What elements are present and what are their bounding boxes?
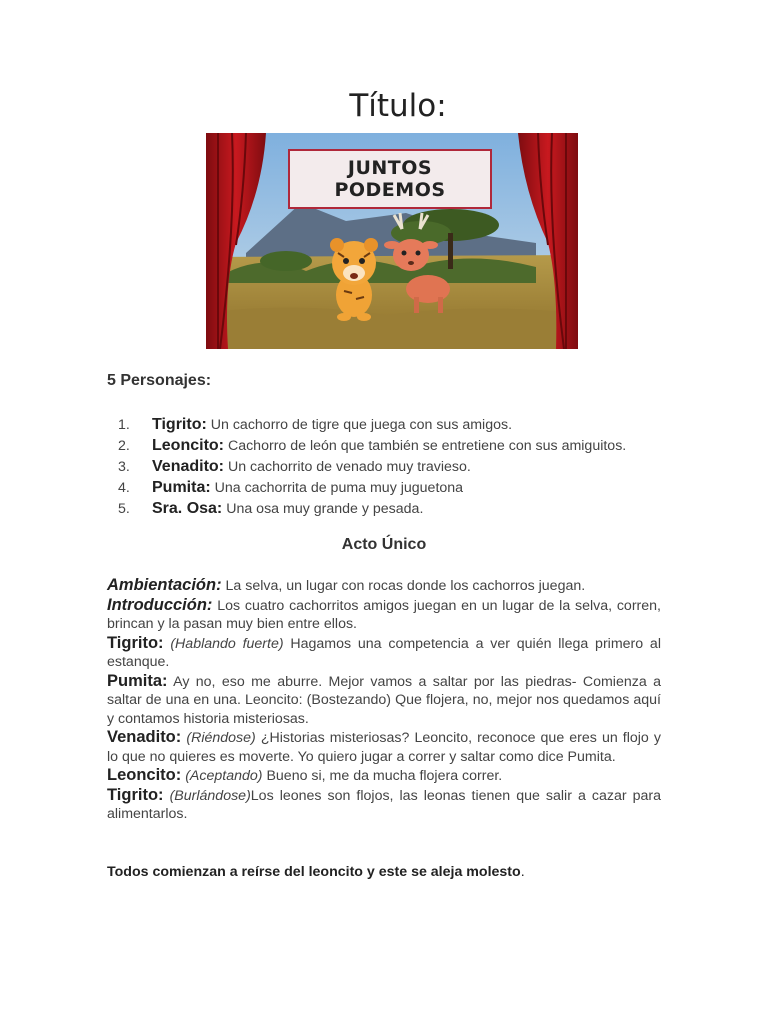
speaker-name: Leoncito: (107, 766, 182, 784)
setting-label: Ambientación: (107, 576, 222, 594)
character-description: Una osa muy grande y pesada. (226, 501, 424, 517)
stage-direction: (Burlándose) (169, 787, 251, 804)
list-number: 5. (118, 501, 130, 517)
character-name: Leoncito: (152, 437, 224, 454)
page-title: Título: (349, 88, 447, 124)
dialogue-line (107, 766, 661, 786)
introduction-label: Introducción: (107, 595, 213, 614)
character-description: Un cachorrito de venado muy travieso. (227, 459, 471, 475)
setting-text: La selva, un lugar con rocas donde los cachorros juegan. (225, 578, 586, 594)
speaker-name: Tigrito: (107, 785, 164, 804)
character-name: Pumita: (152, 479, 211, 496)
character-item (118, 414, 626, 435)
introduction-text: Los cuatro cachorritos amigos juegan en un lugar de la selva, corren, brincan y la pasan muy bien entre ellos. (107, 597, 661, 632)
cover-illustration (206, 133, 578, 349)
list-number: 2. (118, 438, 130, 454)
closing-period: . (520, 864, 525, 880)
character-description: Cachorro de león que también se entretiene con sus amiguitos. (227, 438, 627, 454)
character-description: Un cachorro de tigre que juega con sus amigos. (210, 417, 513, 433)
dialogue-line (107, 634, 661, 672)
dialogue-text: Ay no, eso me aburre. Mejor vamos a saltar por las piedras- Comienza a saltar de una en una. Leoncito: (Bostezando) Que flojera, no, mejor nos quedamos aquí y contamos historia misteriosas. (107, 673, 661, 727)
play-title-line-1: JUNTOS (347, 157, 433, 179)
script-setting (107, 576, 661, 596)
list-number: 3. (118, 459, 130, 475)
speaker-name: Tigrito: (107, 633, 164, 652)
character-name: Tigrito: (152, 416, 207, 433)
character-name: Venadito: (152, 458, 225, 475)
list-number: 1. (118, 417, 130, 433)
characters-heading: 5 Personajes: (107, 372, 212, 389)
closing-text: Todos comienzan a reírse del leoncito y este se aleja molesto (107, 864, 521, 880)
stage-direction: (Riéndose) (186, 730, 256, 746)
speaker-name: Pumita: (107, 671, 168, 690)
character-item (118, 498, 626, 519)
dialogue-text: Bueno si, me da mucha flojera correr. (266, 768, 503, 784)
character-item (118, 477, 626, 498)
character-name: Sra. Osa: (152, 500, 223, 517)
dialogue-line (107, 786, 661, 824)
closing-line (107, 864, 525, 880)
stage-direction: (Aceptando) (185, 768, 263, 784)
stage-direction: (Hablando fuerte) (170, 635, 284, 652)
dialogue-line (107, 672, 661, 729)
dialogue-text: Hagamos una competencia a ver quién llega primero al estanque. (107, 635, 661, 670)
dialogue-text: ¿Historias misteriosas? Leoncito, reconoce que eres un flojo y lo que no quieres es moverte. Yo quiero jugar a correr y saltar como dice Pumita. (107, 730, 661, 765)
character-description: Una cachorrita de puma muy juguetona (214, 480, 464, 496)
characters-list (118, 414, 626, 519)
list-number: 4. (118, 480, 130, 496)
character-item (118, 456, 626, 477)
act-heading: Acto Único (341, 536, 427, 553)
character-item (118, 435, 626, 456)
play-title-banner (288, 149, 492, 209)
play-title-line-2: PODEMOS (334, 179, 446, 201)
dialogue-text: Los leones son flojos, las leonas tienen que salir a cazar para alimentarlos. (107, 787, 661, 822)
speaker-name: Venadito: (107, 728, 182, 746)
script-body (107, 576, 661, 824)
dialogue-line (107, 728, 661, 766)
script-introduction (107, 596, 661, 634)
